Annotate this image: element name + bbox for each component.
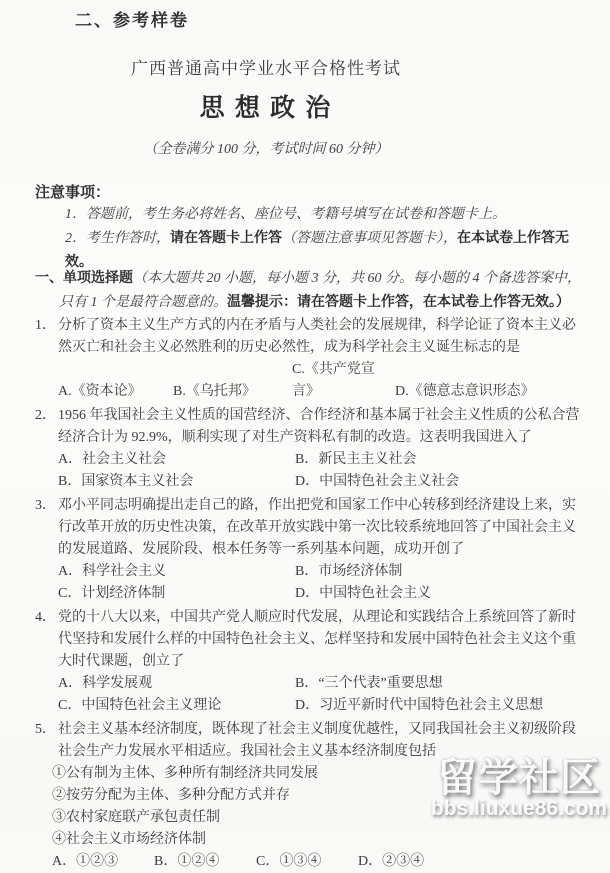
option-d: D．②③④ bbox=[358, 854, 425, 869]
question-5 bbox=[35, 719, 584, 873]
question-3-number: 3． bbox=[35, 498, 56, 513]
title-block bbox=[0, 54, 532, 158]
notice-block bbox=[35, 182, 585, 274]
document-section-label: 二、参考样卷 bbox=[75, 11, 189, 30]
question-1-options bbox=[58, 359, 584, 403]
option-c: C．计划经济体制 bbox=[58, 586, 166, 601]
question-5-text: 社会主义基本经济制度，既体现了社会主义制度优越性，又同我国社会主义初级阶段社会生产力发展水平相适应。我国社会主义基本经济制度包括 bbox=[58, 722, 576, 759]
option-d: D．中国特色社会主义社会 bbox=[295, 474, 460, 489]
option-a: A.《资本论》 bbox=[58, 384, 142, 399]
notice-item-2-bold2: 在本试卷上作答无效。 bbox=[65, 229, 569, 269]
question-5-number: 5． bbox=[35, 722, 56, 737]
option-b: B．①②④ bbox=[154, 854, 220, 869]
subject-title: 思 想 政 治 bbox=[199, 95, 333, 122]
option-b: B．“三个代表”重要思想 bbox=[295, 676, 443, 691]
question-2-text: 1956 年我国社会主义性质的国营经济、合作经济和基本属于社会主义性质的公私合营经济合计为 92.9%，顺利实现了对生产资料私有制的改造。这表明我国进入了 bbox=[58, 408, 580, 445]
question-2-options bbox=[58, 449, 584, 493]
question-5-options bbox=[52, 851, 584, 873]
section-desc: （本大题共 20 小题，每小题 3 分，共 60 分。每小题的 4 个备选答案中，只有 1 个是最符合题意的。 bbox=[59, 271, 581, 310]
option-b: B．新民主主义社会 bbox=[295, 452, 417, 467]
question-4-options bbox=[58, 673, 584, 717]
exam-title: 广西普通高中学业水平合格性考试 bbox=[131, 59, 401, 78]
question-list bbox=[35, 313, 584, 873]
option-a: A．科学发展观 bbox=[58, 676, 153, 691]
notice-item-1: 1．答题前，考生务必将姓名、座位号、考籍号填写在试卷和答题卡上。 bbox=[65, 207, 506, 222]
section-tip: 温馨提示：请在答题卡上作答，在本试卷上作答无效。） bbox=[227, 293, 570, 309]
exam-meta: （全卷满分 100 分，考试时间 60 分钟） bbox=[143, 142, 389, 157]
option-c: C．①③④ bbox=[256, 854, 322, 869]
option-d: D.《德意志意识形态》 bbox=[395, 384, 535, 399]
question-3-text: 邓小平同志明确提出走自己的路，作出把党和国家工作中心转移到经济建设上来，实行改革开放的历史性决策，在改革开放实践中第一次比较系统地回答了中国社会主义的发展道路、发展阶段、根本任务等一系列基本问题，成功开创了 bbox=[58, 498, 576, 557]
notice-heading: 注意事项： bbox=[35, 184, 111, 201]
question-2-number: 2． bbox=[35, 408, 56, 423]
option-c: B．国家资本主义社会 bbox=[58, 474, 194, 489]
question-4-text: 党的十八大以来，中国共产党人顺应时代发展，从理论和实践结合上系统回答了新时代坚持和发展什么样的中国特色社会主义、怎样坚持和发展中国特色社会主义这个重大时代课题，创立了 bbox=[58, 610, 576, 669]
question-4-number: 4． bbox=[35, 610, 56, 625]
question-5-statements bbox=[52, 763, 584, 851]
question-3 bbox=[35, 495, 584, 605]
question-2 bbox=[35, 405, 584, 493]
option-b: B.《乌托邦》 bbox=[173, 384, 256, 399]
notice-item-2-bold1: 请在答题卡上作答 bbox=[170, 229, 282, 245]
option-d: D．习近平新时代中国特色社会主义思想 bbox=[295, 698, 544, 713]
notice-item-2-prefix: 2．考生作答时， bbox=[65, 231, 170, 246]
option-a: A．①②③ bbox=[52, 854, 119, 869]
statement-4: ④社会主义市场经济体制 bbox=[52, 832, 206, 847]
option-b: B．市场经济体制 bbox=[295, 564, 403, 579]
watermark-site-url: bbs.liuxue86.com bbox=[430, 797, 608, 820]
notice-item-2-paren: （答题注意事项见答题卡）， bbox=[282, 231, 457, 246]
option-d: D．中国特色社会主义 bbox=[295, 586, 432, 601]
question-4 bbox=[35, 607, 584, 717]
statement-1: ①公有制为主体、多种所有制经济共同发展 bbox=[52, 766, 318, 781]
section-heading bbox=[35, 266, 584, 314]
statement-3: ③农村家庭联产承包责任制 bbox=[52, 810, 220, 825]
question-1 bbox=[35, 315, 584, 403]
question-1-text: 分析了资本主义生产方式的内在矛盾与人类社会的发展规律，科学论证了资本主义必然灭亡和社会主义必然胜利的历史必然性，成为科学社会主义诞生标志的是 bbox=[58, 318, 576, 355]
watermark-site-name: 留学社区 bbox=[437, 756, 601, 800]
question-3-options bbox=[58, 561, 584, 605]
option-c: C.《共产党宣言》 bbox=[292, 362, 375, 399]
option-a: A．社会主义社会 bbox=[58, 452, 167, 467]
option-c: C．中国特色社会主义理论 bbox=[58, 698, 222, 713]
question-1-number: 1． bbox=[35, 318, 56, 333]
statement-2: ②按劳分配为主体、多种分配方式并存 bbox=[52, 788, 290, 803]
section-title: 一、单项选择题 bbox=[35, 269, 133, 285]
option-a: A．科学社会主义 bbox=[58, 564, 167, 579]
